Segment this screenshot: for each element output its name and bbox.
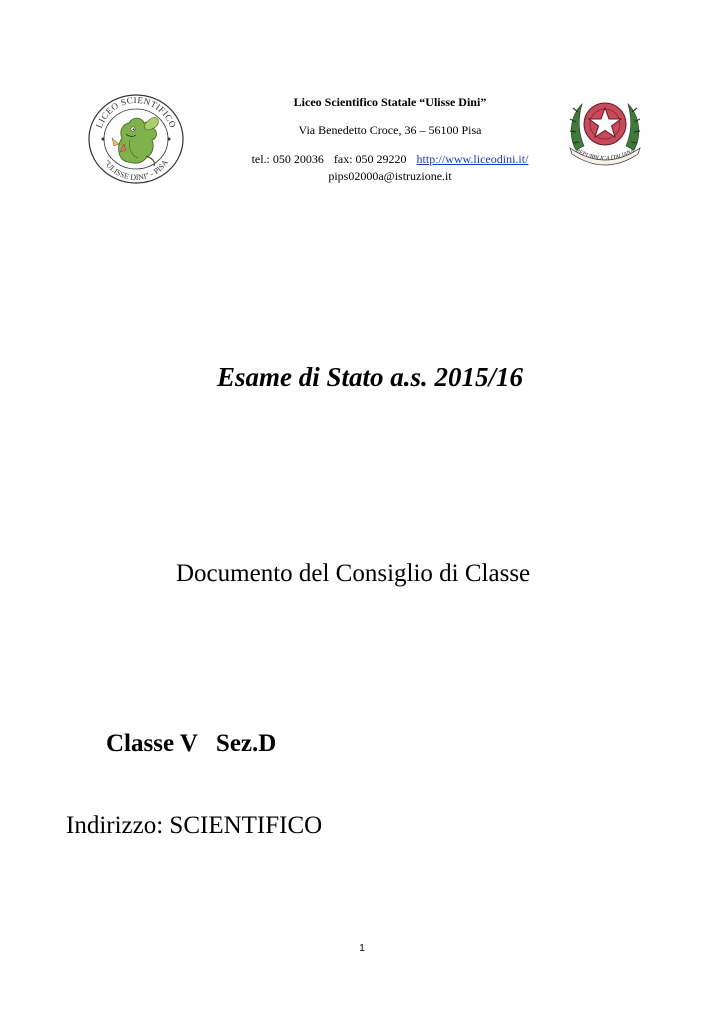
page-number: 1	[359, 943, 365, 954]
class-label: Classe V	[106, 730, 198, 757]
document-subtitle: Documento del Consiglio di Classe	[176, 560, 531, 587]
school-name: Liceo Scientifico Statale “Ulisse Dini”	[293, 95, 487, 109]
document-title: Esame di Stato a.s. 2015/16	[216, 362, 524, 392]
school-address: Via Benedetto Croce, 36 – 56100 Pisa	[298, 123, 482, 137]
website-link[interactable]: http://www.liceodini.it/	[416, 152, 529, 166]
curriculum-label: Indirizzo: SCIENTIFICO	[66, 812, 323, 839]
emblem-ribbon-text: REPUBBLICA ITALIANA	[574, 147, 636, 163]
section-label: Sez.D	[215, 730, 277, 757]
italian-republic-emblem-icon	[564, 92, 646, 170]
dragon-icon	[112, 118, 158, 167]
school-email: pips02000a@istruzione.it	[328, 169, 452, 183]
telephone: tel.: 050 20036	[251, 152, 324, 166]
logo-top-text: LICEO SCIENTIFICO	[93, 94, 179, 130]
fax: fax: 050 29220	[333, 152, 407, 166]
class-section-line	[106, 730, 276, 758]
contact-line	[230, 151, 550, 167]
school-logo	[86, 92, 186, 186]
logo-bottom-text: "ULISSE DINI" - PISA	[102, 158, 170, 183]
